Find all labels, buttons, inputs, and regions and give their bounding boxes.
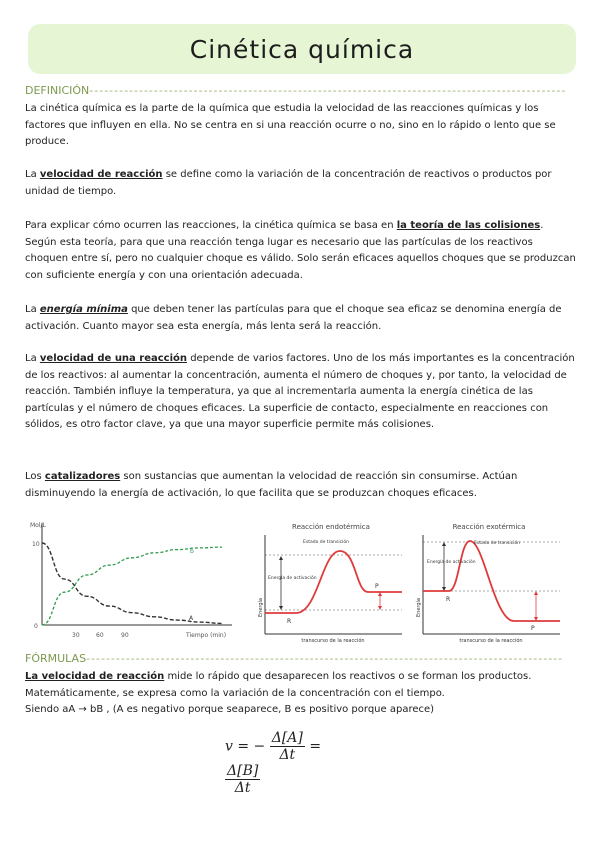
- numerator: Δ[B]: [227, 763, 259, 779]
- text: Para explicar cómo ocurren las reacciones, la cinética química se basa en: [25, 220, 397, 231]
- term-velocidad-reaccion: velocidad de reacción: [39, 169, 163, 180]
- text: mide lo rápido que desaparecen los reactivos o se forman los productos.: [164, 671, 532, 682]
- text: Los: [25, 471, 45, 482]
- term-velocidad-reaccion: La velocidad de reacción: [25, 671, 165, 682]
- paragraph-catalizadores: [25, 469, 577, 502]
- text: se define como la variación de la concentración de reactivos o productos por unidad de tiempo.: [25, 169, 552, 197]
- concentration-time-chart: [26, 517, 238, 642]
- diagram-title: Reacción exotérmica: [452, 523, 526, 531]
- reactants-label: R: [287, 618, 292, 625]
- denominator: Δt: [234, 780, 251, 796]
- text: La: [25, 304, 40, 315]
- exothermic-diagram: [414, 517, 564, 644]
- x-tick-label: 60: [96, 632, 104, 639]
- x-axis-label: Tiempo (min): [186, 632, 227, 639]
- text: Matemáticamente, se expresa como la variación de la concentración con el tiempo.: [25, 687, 445, 699]
- arrow-head: [279, 556, 283, 560]
- paragraph-intro: La cinética química es la parte de la química que estudia la velocidad de las reacciones químicas y los factores que influyen en ella. No se centra en si una reacción ocurre o no, sino en lo rápido o lento que se produce.: [25, 103, 556, 148]
- x-axis-label: transcurso de la reacción: [301, 638, 365, 644]
- energy-profile-line: [423, 541, 560, 621]
- term-energia-minima: energía mínima: [39, 304, 128, 315]
- section-heading-formulas: [25, 652, 575, 665]
- arrow-head: [378, 606, 382, 610]
- arrow-head: [442, 542, 446, 546]
- section-label: DEFINICIÓN: [25, 84, 90, 97]
- y-axis-label: Mol/L: [30, 522, 46, 529]
- text: son sustancias que aumentan la velocidad de reacción sin consumirse. Actúan disminuyendo la energía de activación, lo que facilita que se produzcan choques eficaces.: [25, 471, 518, 499]
- y-axis-label: Energía: [416, 598, 422, 617]
- x-axis-label: transcurso de la reacción: [459, 638, 523, 644]
- title-banner: [28, 24, 576, 74]
- activation-energy-label: Energía de activación: [268, 576, 317, 581]
- diagram-title: Reacción endotérmica: [292, 523, 370, 531]
- paragraph-factores: [25, 351, 577, 434]
- section-divider: ------------------------------------------------------------------------------------------------: [86, 652, 564, 665]
- page-title: Cinética química: [189, 34, 415, 64]
- numerator: Δ[A]: [271, 730, 303, 746]
- formula-equals: =: [309, 738, 322, 755]
- fraction-b: [225, 763, 260, 796]
- series-line-reactant: [42, 543, 222, 623]
- term-velocidad-una-reaccion: velocidad de una reacción: [39, 353, 188, 364]
- text: . Según esta teoría, para que una reacción tenga lugar es necesario que las partículas de los reactivos choquen entre sí, pero no cualquier choque es válido. Solo serán eficaces aquellos choques que se produzcan con suficiente energía y con una orientación adecuada.: [25, 220, 576, 281]
- text: La: [25, 169, 40, 180]
- term-teoria-colisiones: la teoría de las colisiones: [396, 220, 541, 231]
- text: depende de varios factores. Uno de los más importantes es la concentración de los reactivos: al aumentar la concentración, aumenta el número de choques y, por tanto, la velocidad de reacción. También influye la temperatura, ya que al incrementarla aumenta la energía cinética de las partículas y el número de choques eficaces. La superficie de contacto, especialmente en reacciones con sólidos, es otro factor clave, ya que una mayor superficie permite más colisiones.: [25, 353, 575, 431]
- activation-energy-label: Energía de activación: [427, 560, 476, 565]
- text: La: [25, 353, 40, 364]
- fraction-a: [270, 730, 305, 763]
- y-tick-label: 10: [32, 541, 40, 548]
- section-heading-definicion: [25, 84, 575, 97]
- paragraph-velocidad: [25, 167, 577, 200]
- transition-state-label: Estado de transición: [474, 541, 520, 546]
- text: que deben tener las partículas para que el choque sea eficaz se denomina energía de activación. Cuanto mayor sea esta energía, más lenta será la reacción.: [25, 304, 562, 332]
- arrow-head: [534, 591, 538, 595]
- y-axis-label: Energía: [258, 598, 264, 617]
- x-tick-label: 90: [121, 632, 129, 639]
- products-label: P: [531, 625, 535, 632]
- arrow-head: [279, 606, 283, 610]
- products-label: P: [375, 583, 379, 590]
- formula-lhs: v = −: [225, 738, 266, 755]
- paragraph-energia: [25, 302, 577, 335]
- section-divider: ------------------------------------------------------------------------------------------------: [89, 84, 567, 97]
- paragraph-formula-intro: [25, 669, 577, 719]
- series-label-b: b: [190, 548, 194, 555]
- term-catalizadores: catalizadores: [44, 471, 121, 482]
- section-label: FÓRMULAS: [25, 652, 87, 665]
- transition-state-label: Estado de transición: [303, 540, 349, 545]
- paragraph-colisiones: [25, 218, 577, 284]
- x-tick-label: 30: [72, 632, 80, 639]
- text: Siendo aA → bB , (A es negativo porque seaparece, B es positivo porque aparece): [25, 704, 435, 716]
- denominator: Δt: [279, 747, 296, 763]
- endothermic-diagram: [256, 517, 406, 644]
- reactants-label: R: [446, 596, 451, 603]
- y-tick-label: 0: [34, 623, 38, 630]
- series-label-a: A: [189, 615, 194, 622]
- energy-profile-line: [265, 551, 402, 613]
